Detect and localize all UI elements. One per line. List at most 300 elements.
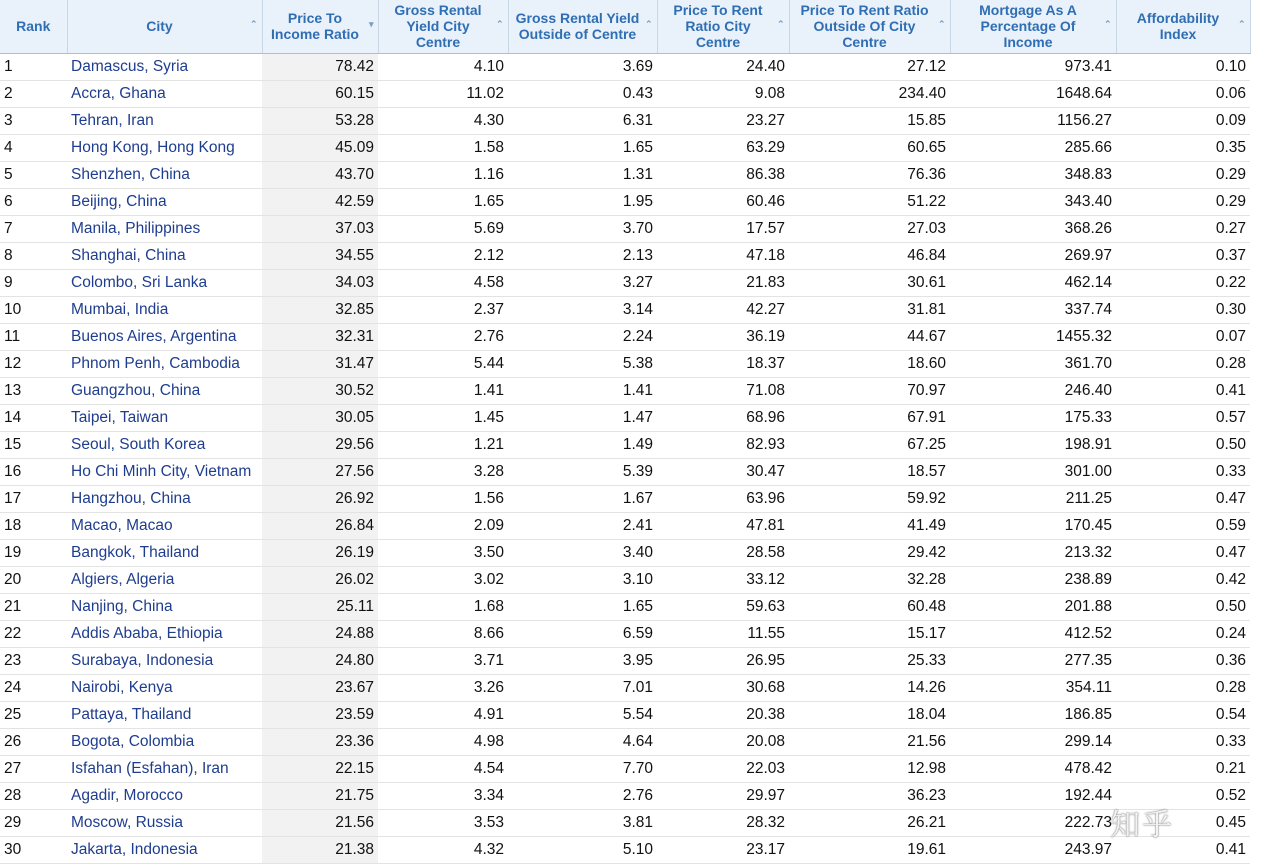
city-link[interactable]: Guangzhou, China (67, 377, 262, 404)
column-header-price-to-rent-centre[interactable] (657, 0, 789, 53)
price-to-rent-centre-cell: 71.08 (657, 377, 789, 404)
mortgage-cell: 211.25 (950, 485, 1116, 512)
price-to-rent-outside-cell: 70.97 (789, 377, 950, 404)
city-link[interactable]: Addis Ababa, Ethiopia (67, 620, 262, 647)
price-to-income-cell: 78.42 (262, 53, 378, 80)
price-to-rent-outside-cell: 29.42 (789, 539, 950, 566)
affordability-cell: 0.47 (1116, 485, 1250, 512)
affordability-cell: 0.24 (1116, 620, 1250, 647)
affordability-cell: 0.50 (1116, 593, 1250, 620)
rank-cell: 25 (0, 701, 67, 728)
table-row (0, 161, 1250, 188)
price-to-rent-outside-cell: 15.17 (789, 620, 950, 647)
gross-rental-outside-cell: 3.40 (508, 539, 657, 566)
affordability-cell: 0.45 (1116, 809, 1250, 836)
gross-rental-centre-cell: 3.71 (378, 647, 508, 674)
gross-rental-centre-cell: 3.26 (378, 674, 508, 701)
affordability-cell: 0.41 (1116, 836, 1250, 863)
mortgage-cell: 1156.27 (950, 107, 1116, 134)
city-link[interactable]: Beijing, China (67, 188, 262, 215)
gross-rental-outside-cell: 3.69 (508, 53, 657, 80)
table-row (0, 404, 1250, 431)
table-row (0, 593, 1250, 620)
rank-cell: 28 (0, 782, 67, 809)
price-to-rent-centre-cell: 18.37 (657, 350, 789, 377)
mortgage-cell: 170.45 (950, 512, 1116, 539)
price-to-rent-outside-cell: 60.48 (789, 593, 950, 620)
rank-cell: 21 (0, 593, 67, 620)
price-to-income-cell: 31.47 (262, 350, 378, 377)
sort-icon: ⌃ (644, 19, 653, 29)
affordability-cell: 0.57 (1116, 404, 1250, 431)
sort-icon: ⌃ (1103, 19, 1112, 29)
city-link[interactable]: Phnom Penh, Cambodia (67, 350, 262, 377)
city-link[interactable]: Seoul, South Korea (67, 431, 262, 458)
mortgage-cell: 343.40 (950, 188, 1116, 215)
price-to-rent-outside-cell: 12.98 (789, 755, 950, 782)
mortgage-cell: 213.32 (950, 539, 1116, 566)
city-link[interactable]: Shenzhen, China (67, 161, 262, 188)
price-to-rent-centre-cell: 63.96 (657, 485, 789, 512)
affordability-cell: 0.21 (1116, 755, 1250, 782)
price-to-rent-centre-cell: 21.83 (657, 269, 789, 296)
price-to-income-cell: 23.67 (262, 674, 378, 701)
mortgage-cell: 285.66 (950, 134, 1116, 161)
price-to-income-cell: 43.70 (262, 161, 378, 188)
price-to-rent-outside-cell: 27.03 (789, 215, 950, 242)
rank-cell: 15 (0, 431, 67, 458)
price-to-income-cell: 32.85 (262, 296, 378, 323)
mortgage-cell: 348.83 (950, 161, 1116, 188)
gross-rental-outside-cell: 1.65 (508, 593, 657, 620)
table-row (0, 431, 1250, 458)
affordability-cell: 0.52 (1116, 782, 1250, 809)
affordability-cell: 0.50 (1116, 431, 1250, 458)
price-to-rent-outside-cell: 234.40 (789, 80, 950, 107)
price-to-rent-centre-cell: 59.63 (657, 593, 789, 620)
affordability-cell: 0.35 (1116, 134, 1250, 161)
table-row (0, 188, 1250, 215)
gross-rental-centre-cell: 3.53 (378, 809, 508, 836)
gross-rental-centre-cell: 4.32 (378, 836, 508, 863)
price-to-rent-centre-cell: 20.08 (657, 728, 789, 755)
city-link[interactable]: Ho Chi Minh City, Vietnam (67, 458, 262, 485)
price-to-rent-centre-cell: 28.32 (657, 809, 789, 836)
city-link[interactable]: Nanjing, China (67, 593, 262, 620)
price-to-rent-centre-cell: 23.27 (657, 107, 789, 134)
rank-cell: 29 (0, 809, 67, 836)
city-link[interactable]: Jakarta, Indonesia (67, 836, 262, 863)
affordability-cell: 0.41 (1116, 377, 1250, 404)
gross-rental-centre-cell: 3.50 (378, 539, 508, 566)
price-to-rent-centre-cell: 36.19 (657, 323, 789, 350)
table-row (0, 323, 1250, 350)
price-to-income-cell: 30.05 (262, 404, 378, 431)
mortgage-cell: 186.85 (950, 701, 1116, 728)
mortgage-cell: 198.91 (950, 431, 1116, 458)
table-row (0, 485, 1250, 512)
affordability-cell: 0.33 (1116, 728, 1250, 755)
table-row (0, 512, 1250, 539)
mortgage-cell: 175.33 (950, 404, 1116, 431)
rank-cell: 10 (0, 296, 67, 323)
gross-rental-outside-cell: 5.39 (508, 458, 657, 485)
price-to-rent-centre-cell: 42.27 (657, 296, 789, 323)
mortgage-cell: 277.35 (950, 647, 1116, 674)
price-to-income-cell: 29.56 (262, 431, 378, 458)
gross-rental-outside-cell: 7.01 (508, 674, 657, 701)
city-link[interactable]: Agadir, Morocco (67, 782, 262, 809)
column-header-price-to-rent-outside[interactable] (789, 0, 950, 53)
price-to-rent-outside-cell: 60.65 (789, 134, 950, 161)
gross-rental-outside-cell: 5.54 (508, 701, 657, 728)
city-link[interactable]: Tehran, Iran (67, 107, 262, 134)
table-row (0, 215, 1250, 242)
gross-rental-outside-cell: 5.38 (508, 350, 657, 377)
price-to-income-cell: 21.56 (262, 809, 378, 836)
price-to-income-cell: 26.92 (262, 485, 378, 512)
rank-cell: 7 (0, 215, 67, 242)
price-to-rent-centre-cell: 11.55 (657, 620, 789, 647)
mortgage-cell: 222.73 (950, 809, 1116, 836)
header-row (0, 0, 1250, 53)
price-to-income-cell: 21.38 (262, 836, 378, 863)
price-to-rent-outside-cell: 46.84 (789, 242, 950, 269)
city-link[interactable]: Algiers, Algeria (67, 566, 262, 593)
rank-cell: 26 (0, 728, 67, 755)
column-header-label: Gross Rental Yield Outside of Centre (515, 10, 640, 43)
gross-rental-centre-cell: 1.68 (378, 593, 508, 620)
affordability-cell: 0.29 (1116, 188, 1250, 215)
gross-rental-outside-cell: 1.41 (508, 377, 657, 404)
gross-rental-centre-cell: 3.28 (378, 458, 508, 485)
price-to-rent-centre-cell: 63.29 (657, 134, 789, 161)
mortgage-cell: 973.41 (950, 53, 1116, 80)
price-to-rent-centre-cell: 60.46 (657, 188, 789, 215)
column-header-price-to-income[interactable] (262, 0, 378, 53)
rank-cell: 30 (0, 836, 67, 863)
affordability-cell: 0.36 (1116, 647, 1250, 674)
city-link[interactable]: Bogota, Colombia (67, 728, 262, 755)
price-to-rent-centre-cell: 9.08 (657, 80, 789, 107)
price-to-rent-centre-cell: 28.58 (657, 539, 789, 566)
price-to-income-cell: 53.28 (262, 107, 378, 134)
city-link[interactable]: Macao, Macao (67, 512, 262, 539)
column-header-affordability[interactable] (1116, 0, 1250, 53)
city-link[interactable]: Bangkok, Thailand (67, 539, 262, 566)
column-header-label: Price To Income Ratio (271, 10, 359, 43)
column-header-label: Price To Rent Ratio City Centre (673, 2, 763, 51)
price-to-income-cell: 42.59 (262, 188, 378, 215)
city-link[interactable]: Manila, Philippines (67, 215, 262, 242)
price-to-income-cell: 21.75 (262, 782, 378, 809)
column-header-rank[interactable] (0, 0, 67, 53)
gross-rental-centre-cell: 4.10 (378, 53, 508, 80)
price-to-rent-outside-cell: 21.56 (789, 728, 950, 755)
gross-rental-outside-cell: 3.10 (508, 566, 657, 593)
gross-rental-outside-cell: 3.14 (508, 296, 657, 323)
table-row (0, 566, 1250, 593)
table-body (0, 53, 1250, 863)
table-row (0, 80, 1250, 107)
price-to-rent-centre-cell: 47.18 (657, 242, 789, 269)
gross-rental-centre-cell: 1.56 (378, 485, 508, 512)
table-row (0, 755, 1250, 782)
gross-rental-outside-cell: 7.70 (508, 755, 657, 782)
mortgage-cell: 1455.32 (950, 323, 1116, 350)
city-link[interactable]: Taipei, Taiwan (67, 404, 262, 431)
mortgage-cell: 462.14 (950, 269, 1116, 296)
price-to-rent-outside-cell: 14.26 (789, 674, 950, 701)
table-row (0, 269, 1250, 296)
column-header-label: City (146, 18, 173, 35)
affordability-cell: 0.22 (1116, 269, 1250, 296)
affordability-cell: 0.29 (1116, 161, 1250, 188)
affordability-cell: 0.37 (1116, 242, 1250, 269)
price-to-income-cell: 27.56 (262, 458, 378, 485)
city-link[interactable]: Pattaya, Thailand (67, 701, 262, 728)
affordability-cell: 0.33 (1116, 458, 1250, 485)
price-to-rent-outside-cell: 51.22 (789, 188, 950, 215)
gross-rental-outside-cell: 2.24 (508, 323, 657, 350)
price-to-income-cell: 60.15 (262, 80, 378, 107)
city-link[interactable]: Damascus, Syria (67, 53, 262, 80)
rank-cell: 6 (0, 188, 67, 215)
gross-rental-centre-cell: 1.45 (378, 404, 508, 431)
price-to-income-cell: 34.03 (262, 269, 378, 296)
gross-rental-outside-cell: 1.95 (508, 188, 657, 215)
gross-rental-centre-cell: 3.34 (378, 782, 508, 809)
price-to-rent-outside-cell: 18.60 (789, 350, 950, 377)
gross-rental-outside-cell: 3.81 (508, 809, 657, 836)
affordability-cell: 0.09 (1116, 107, 1250, 134)
rank-cell: 13 (0, 377, 67, 404)
rank-cell: 19 (0, 539, 67, 566)
price-to-rent-outside-cell: 32.28 (789, 566, 950, 593)
rank-cell: 14 (0, 404, 67, 431)
table-row (0, 647, 1250, 674)
price-to-rent-centre-cell: 17.57 (657, 215, 789, 242)
gross-rental-centre-cell: 1.21 (378, 431, 508, 458)
gross-rental-outside-cell: 2.13 (508, 242, 657, 269)
gross-rental-centre-cell: 2.09 (378, 512, 508, 539)
rank-cell: 8 (0, 242, 67, 269)
gross-rental-centre-cell: 4.54 (378, 755, 508, 782)
city-link[interactable]: Moscow, Russia (67, 809, 262, 836)
mortgage-cell: 243.97 (950, 836, 1116, 863)
mortgage-cell: 299.14 (950, 728, 1116, 755)
mortgage-cell: 301.00 (950, 458, 1116, 485)
mortgage-cell: 478.42 (950, 755, 1116, 782)
price-to-rent-centre-cell: 26.95 (657, 647, 789, 674)
table-row (0, 53, 1250, 80)
price-to-rent-centre-cell: 86.38 (657, 161, 789, 188)
sort-icon: ⌃ (495, 19, 504, 29)
price-to-rent-outside-cell: 26.21 (789, 809, 950, 836)
gross-rental-outside-cell: 2.41 (508, 512, 657, 539)
price-to-income-cell: 26.19 (262, 539, 378, 566)
price-to-income-cell: 45.09 (262, 134, 378, 161)
affordability-cell: 0.06 (1116, 80, 1250, 107)
table-row (0, 701, 1250, 728)
table-row (0, 458, 1250, 485)
gross-rental-outside-cell: 3.95 (508, 647, 657, 674)
column-header-label: Rank (16, 18, 51, 35)
city-link[interactable]: Colombo, Sri Lanka (67, 269, 262, 296)
rank-cell: 20 (0, 566, 67, 593)
price-to-rent-outside-cell: 15.85 (789, 107, 950, 134)
gross-rental-outside-cell: 0.43 (508, 80, 657, 107)
table-row (0, 728, 1250, 755)
price-to-income-cell: 23.59 (262, 701, 378, 728)
rank-cell: 3 (0, 107, 67, 134)
mortgage-cell: 1648.64 (950, 80, 1116, 107)
price-to-rent-outside-cell: 59.92 (789, 485, 950, 512)
city-link[interactable]: Hangzhou, China (67, 485, 262, 512)
price-to-rent-outside-cell: 67.25 (789, 431, 950, 458)
price-to-rent-outside-cell: 44.67 (789, 323, 950, 350)
mortgage-cell: 269.97 (950, 242, 1116, 269)
table-row (0, 836, 1250, 863)
gross-rental-centre-cell: 5.44 (378, 350, 508, 377)
affordability-cell: 0.42 (1116, 566, 1250, 593)
price-to-income-cell: 26.84 (262, 512, 378, 539)
city-link[interactable]: Shanghai, China (67, 242, 262, 269)
column-header-label: Mortgage As A Percentage Of Income (979, 2, 1077, 51)
table-row (0, 782, 1250, 809)
rank-cell: 16 (0, 458, 67, 485)
gross-rental-centre-cell: 3.02 (378, 566, 508, 593)
gross-rental-outside-cell: 3.27 (508, 269, 657, 296)
price-to-rent-centre-cell: 22.03 (657, 755, 789, 782)
gross-rental-centre-cell: 2.76 (378, 323, 508, 350)
city-link[interactable]: Nairobi, Kenya (67, 674, 262, 701)
gross-rental-outside-cell: 4.64 (508, 728, 657, 755)
city-link[interactable]: Buenos Aires, Argentina (67, 323, 262, 350)
price-to-rent-centre-cell: 30.47 (657, 458, 789, 485)
mortgage-cell: 246.40 (950, 377, 1116, 404)
mortgage-cell: 354.11 (950, 674, 1116, 701)
gross-rental-outside-cell: 1.65 (508, 134, 657, 161)
affordability-cell: 0.10 (1116, 53, 1250, 80)
gross-rental-centre-cell: 4.91 (378, 701, 508, 728)
rank-cell: 23 (0, 647, 67, 674)
price-to-rent-outside-cell: 67.91 (789, 404, 950, 431)
price-to-rent-outside-cell: 36.23 (789, 782, 950, 809)
table-row (0, 107, 1250, 134)
rank-cell: 5 (0, 161, 67, 188)
column-header-gross-rental-centre[interactable] (378, 0, 508, 53)
affordability-cell: 0.28 (1116, 350, 1250, 377)
table-row (0, 296, 1250, 323)
price-to-rent-centre-cell: 24.40 (657, 53, 789, 80)
affordability-cell: 0.07 (1116, 323, 1250, 350)
price-to-income-cell: 22.15 (262, 755, 378, 782)
rank-cell: 1 (0, 53, 67, 80)
city-link[interactable]: Hong Kong, Hong Kong (67, 134, 262, 161)
affordability-cell: 0.28 (1116, 674, 1250, 701)
city-link[interactable]: Accra, Ghana (67, 80, 262, 107)
rank-cell: 4 (0, 134, 67, 161)
mortgage-cell: 412.52 (950, 620, 1116, 647)
price-to-income-cell: 23.36 (262, 728, 378, 755)
rank-cell: 17 (0, 485, 67, 512)
column-header-mortgage[interactable] (950, 0, 1116, 53)
affordability-cell: 0.30 (1116, 296, 1250, 323)
gross-rental-centre-cell: 1.58 (378, 134, 508, 161)
price-to-income-cell: 24.88 (262, 620, 378, 647)
city-link[interactable]: Surabaya, Indonesia (67, 647, 262, 674)
price-to-rent-centre-cell: 47.81 (657, 512, 789, 539)
gross-rental-outside-cell: 1.49 (508, 431, 657, 458)
price-to-rent-centre-cell: 23.17 (657, 836, 789, 863)
rank-cell: 12 (0, 350, 67, 377)
gross-rental-outside-cell: 6.31 (508, 107, 657, 134)
affordability-cell: 0.47 (1116, 539, 1250, 566)
gross-rental-outside-cell: 6.59 (508, 620, 657, 647)
table-row (0, 377, 1250, 404)
rank-cell: 18 (0, 512, 67, 539)
mortgage-cell: 238.89 (950, 566, 1116, 593)
sort-icon: ⌃ (249, 19, 258, 29)
mortgage-cell: 201.88 (950, 593, 1116, 620)
sort-icon: ⌃ (776, 19, 785, 29)
gross-rental-outside-cell: 1.47 (508, 404, 657, 431)
column-header-gross-rental-outside[interactable] (508, 0, 657, 53)
table-row (0, 242, 1250, 269)
mortgage-cell: 368.26 (950, 215, 1116, 242)
price-to-rent-outside-cell: 27.12 (789, 53, 950, 80)
rank-cell: 11 (0, 323, 67, 350)
gross-rental-centre-cell: 1.41 (378, 377, 508, 404)
watermark-logo: 知乎 (1110, 808, 1174, 843)
gross-rental-outside-cell: 1.67 (508, 485, 657, 512)
column-header-label: Price To Rent Ratio Outside Of City Centre (800, 2, 929, 51)
rank-cell: 9 (0, 269, 67, 296)
gross-rental-outside-cell: 5.10 (508, 836, 657, 863)
price-to-rent-centre-cell: 33.12 (657, 566, 789, 593)
gross-rental-centre-cell: 5.69 (378, 215, 508, 242)
price-to-rent-outside-cell: 76.36 (789, 161, 950, 188)
gross-rental-outside-cell: 1.31 (508, 161, 657, 188)
price-to-rent-centre-cell: 29.97 (657, 782, 789, 809)
price-to-income-cell: 25.11 (262, 593, 378, 620)
gross-rental-outside-cell: 2.76 (508, 782, 657, 809)
price-to-rent-outside-cell: 41.49 (789, 512, 950, 539)
gross-rental-centre-cell: 11.02 (378, 80, 508, 107)
affordability-cell: 0.59 (1116, 512, 1250, 539)
gross-rental-centre-cell: 1.16 (378, 161, 508, 188)
sort-icon: ⌃ (937, 19, 946, 29)
mortgage-cell: 361.70 (950, 350, 1116, 377)
price-to-rent-centre-cell: 30.68 (657, 674, 789, 701)
rank-cell: 27 (0, 755, 67, 782)
column-header-city[interactable] (67, 0, 262, 53)
price-to-rent-outside-cell: 31.81 (789, 296, 950, 323)
mortgage-cell: 337.74 (950, 296, 1116, 323)
price-to-income-cell: 24.80 (262, 647, 378, 674)
city-link[interactable]: Mumbai, India (67, 296, 262, 323)
gross-rental-centre-cell: 2.37 (378, 296, 508, 323)
city-link[interactable]: Isfahan (Esfahan), Iran (67, 755, 262, 782)
table-row (0, 134, 1250, 161)
sort-desc-icon: ▾ (368, 19, 374, 29)
table-row (0, 350, 1250, 377)
price-to-rent-outside-cell: 25.33 (789, 647, 950, 674)
gross-rental-centre-cell: 1.65 (378, 188, 508, 215)
price-to-income-cell: 32.31 (262, 323, 378, 350)
column-header-label: Affordability Index (1136, 10, 1220, 43)
